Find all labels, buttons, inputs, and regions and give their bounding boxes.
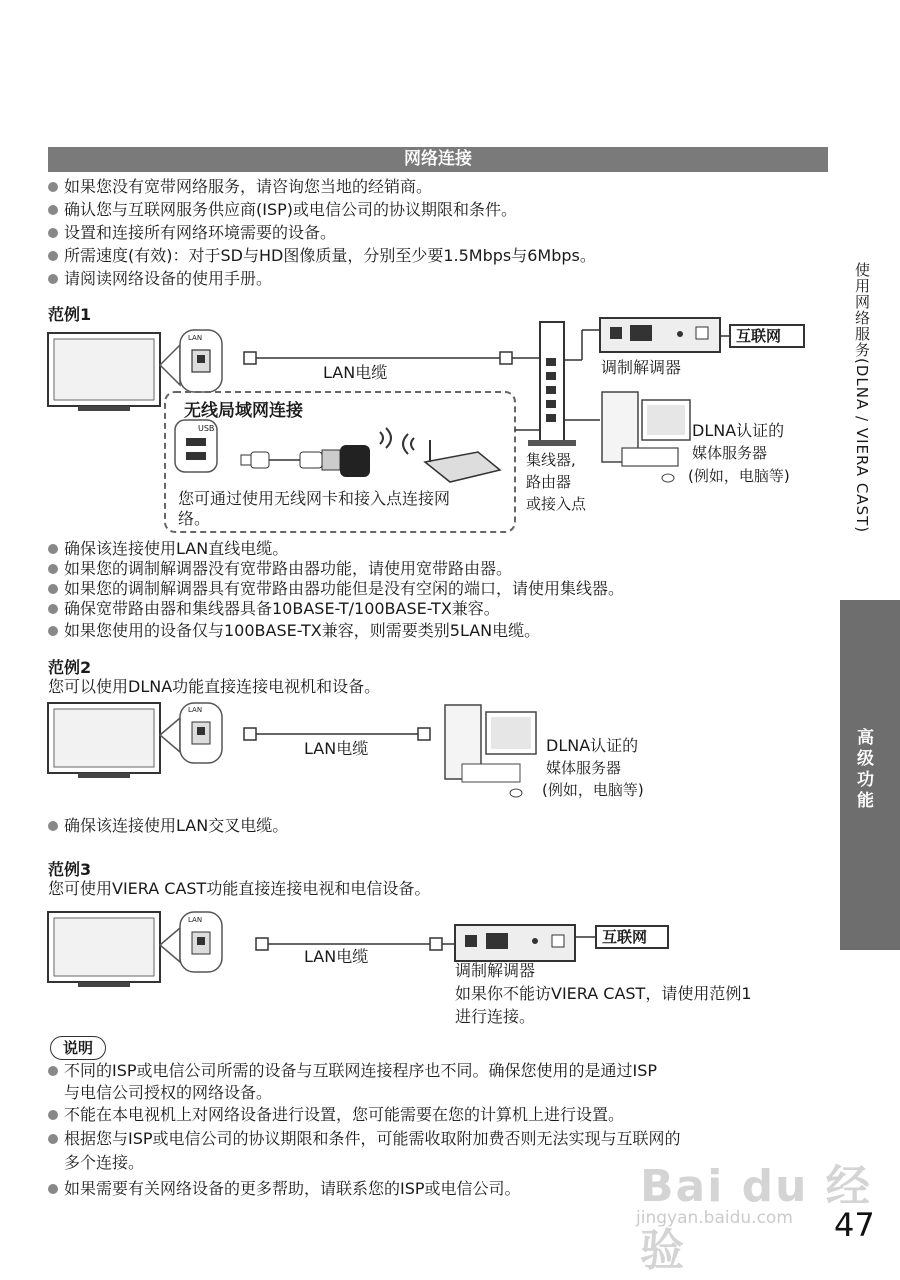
- hub-label: 或接入点: [526, 495, 587, 513]
- bullet-dot: [48, 1110, 58, 1120]
- bullet-dot: [48, 584, 58, 594]
- lan-cable-label: LAN电缆: [304, 947, 369, 966]
- pc-icon: [445, 705, 536, 797]
- ex1-bullet: 如果您的调制解调器具有宽带路由器功能但是没有空闲的端口，请使用集线器。: [48, 578, 624, 600]
- intro-bullet: 确认您与互联网服务供应商(ISP)或电信公司的协议期限和条件。: [48, 199, 517, 221]
- side-tab-label: 高级功能: [853, 728, 873, 812]
- wireless-desc: 您可通过使用无线网卡和接入点连接网: [178, 489, 451, 508]
- note-item: 不同的ISP或电信公司所需的设备与互联网连接程序也不同。确保您使用的是通过ISP: [48, 1060, 657, 1082]
- lan-cable-label: LAN电缆: [304, 739, 369, 758]
- lan-cable-label: LAN电缆: [323, 363, 388, 382]
- side-section-label: 使用网络服务(DLNA / VIERA CAST): [853, 262, 871, 534]
- example-3-desc: 您可使用VIERA CAST功能直接连接电视和电信设备。: [48, 879, 431, 898]
- usb-label: USB: [198, 424, 215, 433]
- watermark-url: jingyan.baidu.com: [636, 1208, 793, 1228]
- note-tag: 说明: [50, 1036, 106, 1060]
- intro-bullet: 设置和连接所有网络环境需要的设备。: [48, 222, 336, 244]
- dlna-label: (例如，电脑等): [542, 781, 644, 799]
- signal-icon: [380, 428, 391, 448]
- example-3-note: 如果你不能访VIERA CAST，请使用范例1: [455, 984, 752, 1003]
- internet-label: 互联网: [736, 327, 782, 345]
- example-3-note: 进行连接。: [455, 1007, 536, 1026]
- internet-label: 互联网: [602, 928, 648, 946]
- usb-adapter-icon: [241, 445, 370, 477]
- intro-bullet: 所需速度(有效)：对于SD与HD图像质量，分别至少要1.5Mbps与6Mbps。: [48, 245, 596, 267]
- dlna-label: (例如，电脑等): [688, 467, 790, 485]
- ex1-bullet: 确保宽带路由器和集线器具备10BASE-T/100BASE-TX兼容。: [48, 598, 500, 620]
- lan-cable: [244, 352, 540, 364]
- lan-port-label: LAN: [188, 334, 203, 342]
- example-3-title: 范例3: [48, 860, 92, 879]
- access-point-icon: [425, 440, 500, 482]
- note-item: 不能在本电视机上对网络设备进行设置，您可能需要在您的计算机上进行设置。: [48, 1104, 624, 1126]
- modem-icon: [600, 318, 720, 352]
- ex1-bullet: 确保该连接使用LAN直线电缆。: [48, 538, 288, 560]
- dlna-label: 媒体服务器: [546, 759, 622, 777]
- ex2-bullet: 确保该连接使用LAN交叉电缆。: [48, 815, 288, 837]
- bullet-dot: [48, 1066, 58, 1076]
- note-item-cont: 多个连接。: [64, 1153, 145, 1172]
- bullet-dot: [48, 821, 58, 831]
- hub-label: 路由器: [526, 473, 572, 491]
- modem-icon: [455, 925, 575, 961]
- page-number: 47: [834, 1206, 875, 1244]
- hub-label: 集线器,: [526, 451, 576, 469]
- bullet-dot: [48, 604, 58, 614]
- example-2-title: 范例2: [48, 658, 92, 677]
- tv-icon: [48, 912, 160, 987]
- dlna-label: DLNA认证的: [546, 736, 639, 755]
- bullet-dot: [48, 564, 58, 574]
- ex1-bullet: 如果您的调制解调器没有宽带路由器功能，请使用宽带路由器。: [48, 558, 512, 580]
- ex1-bullet: 如果您使用的设备仅与100BASE-TX兼容，则需要类别5LAN电缆。: [48, 620, 540, 642]
- tv-icon: [48, 703, 160, 778]
- dlna-label: 媒体服务器: [692, 444, 768, 462]
- lan-port-label: LAN: [188, 916, 203, 924]
- lan-port-label: LAN: [188, 706, 203, 714]
- tv-icon: [48, 333, 160, 411]
- dlna-label: DLNA认证的: [692, 421, 785, 440]
- example-1-title: 范例1: [48, 305, 92, 324]
- bullet-dot: [48, 1134, 58, 1144]
- note-item: 根据您与ISP或电信公司的协议期限和条件，可能需收取附加费否则无法实现与互联网的: [48, 1128, 681, 1150]
- example-2-desc: 您可以使用DLNA功能直接连接电视机和设备。: [48, 677, 381, 696]
- note-item: 如果需要有关网络设备的更多帮助，请联系您的ISP或电信公司。: [48, 1178, 521, 1200]
- modem-label: 调制解调器: [601, 358, 682, 377]
- bullet-dot: [48, 544, 58, 554]
- note-item-cont: 与电信公司授权的网络设备。: [64, 1083, 273, 1102]
- bullet-dot: [48, 626, 58, 636]
- wireless-desc: 络。: [178, 509, 211, 528]
- modem-label: 调制解调器: [455, 961, 536, 980]
- section-title: 网络连接: [48, 147, 828, 172]
- watermark-logo: Bai du 经验: [640, 1161, 872, 1276]
- hub-icon: [528, 322, 576, 446]
- pc-icon: [602, 392, 690, 482]
- bullet-dot: [48, 1184, 58, 1194]
- intro-bullet: 请阅读网络设备的使用手册。: [48, 268, 272, 290]
- intro-bullet: 如果您没有宽带网络服务，请咨询您当地的经销商。: [48, 176, 432, 198]
- wireless-title: 无线局域网连接: [184, 401, 303, 421]
